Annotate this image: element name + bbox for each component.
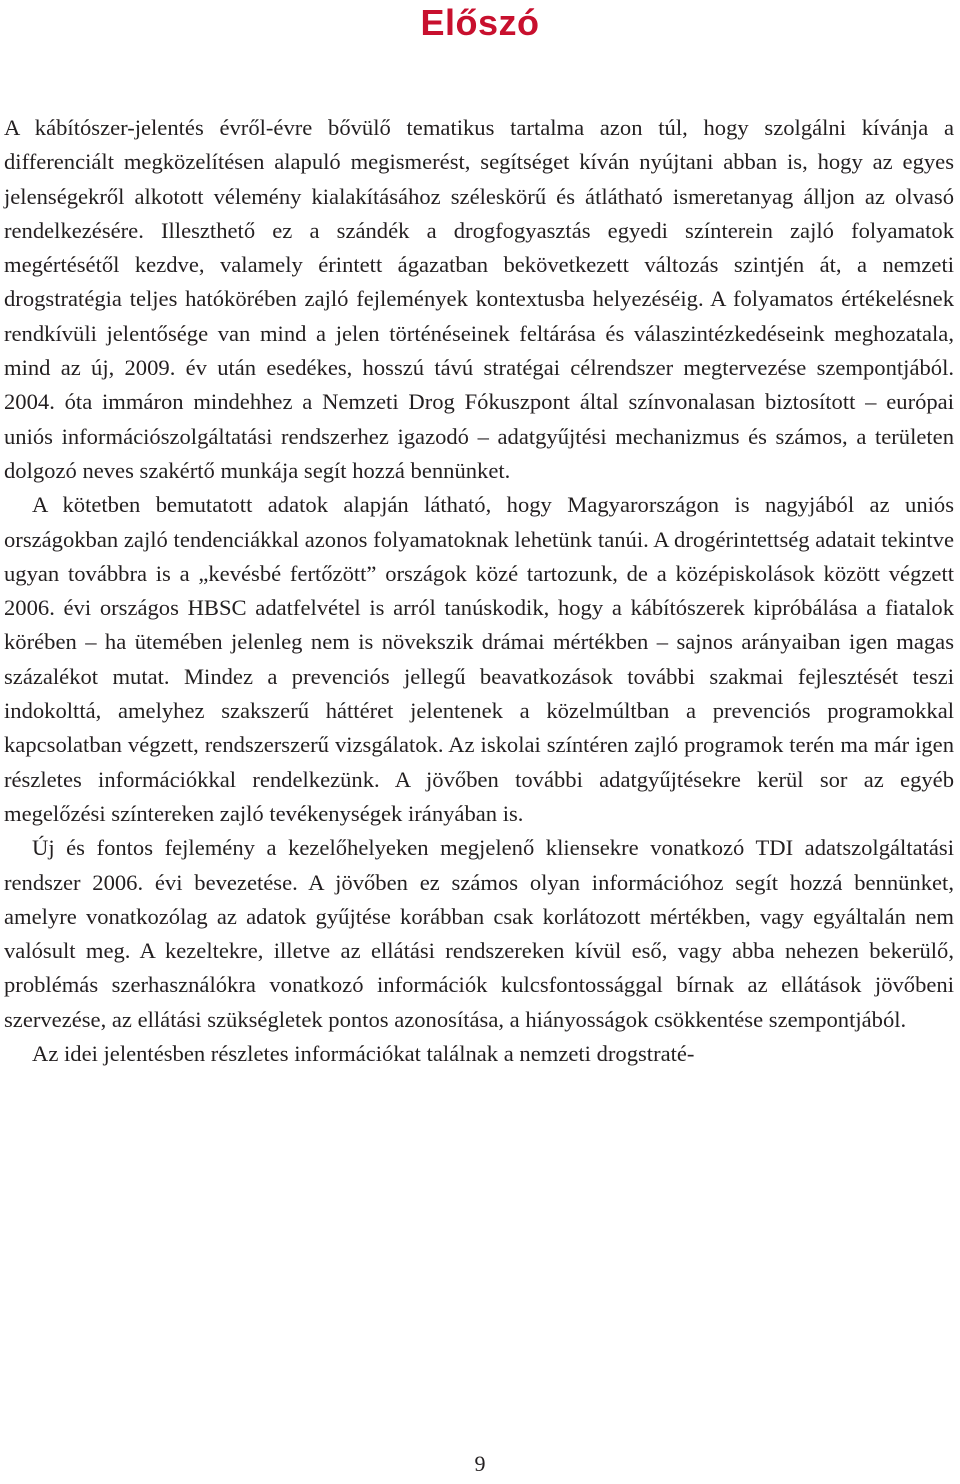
paragraph-intro: A kábítószer-jelentés évről-évre bővülő tematikus tartalma azon túl, hogy szolgálni kívánja a differenciált megközelítésen alapuló megismerést, segítséget kíván nyújtani abban is, hogy az egyes jelenségekről alkotott vélemény kialakításához széleskörű és átlátható ismeretanyag álljon az olvasó rendelkezésére. Illeszthető ez a szándék a drogfogyasztás egyedi színterein zajló folyamatok megértésétől kezdve, valamely érintett ágazatban bekövetkezett változás szintjén át, a nemzeti drogstratégia teljes hatókörében zajló fejlemények kontextusba helyezéséig. A folyamatos értékelésnek rendkívüli jelentősége van mind a jelen történéseinek feltárása és válaszintézkedéseink meghozatala, mind az új, 2009. év után esedékes, hosszú távú stratégai célrendszer megtervezése szempontjából. 2004. óta immáron mindehhez a Nemzeti Drog Fókuszpont által színvonalasan biztosított – európai uniós információszolgáltatási rendszerhez igazodó – adatgyűjtési mechanizmus és számos, a területen dolgozó neves szakértő munkája segít hozzá bennünket. [4, 115, 954, 483]
page-number: 9 [474, 1451, 486, 1476]
paragraph-report: Az idei jelentésben részletes információkat találnak a nemzeti drogstraté- [32, 1041, 695, 1067]
page-title: Előszó [420, 2, 540, 43]
document-body [4, 111, 954, 1071]
paragraph-trends: A kötetben bemutatott adatok alapján látható, hogy Magyarországon is nagyjából az uniós országokban zajló tendenciákkal azonos folyamatoknak lehetünk tanúi. A drogérintettség adatait tekintve ugyan továbbra is a „kevésbé fertőzött” országok közé tartozunk, de a középiskolások között végzett 2006. évi országos HBSC adatfelvétel is arról tanúskodik, hogy a kábítószerek kipróbálása a fiatalok körében – ha ütemében jelenleg nem is növekszik drámai mértékben – sajnos arányaiban igen magas százalékot mutat. Mindez a prevenciós jellegű beavatkozások további szakmai fejlesztését teszi indokolttá, amelyhez szakszerű háttéret jelentenek a közelmúltban a prevenciós programokkal kapcsolatban végzett, rendszerszerű vizsgálatok. Az iskolai színtéren zajló programok terén ma már igen részletes információkkal rendelkezünk. A jövőben további adatgyűjtésekre kerül sor az egyéb megelőzési színtereken zajló tevékenységek irányában is. [4, 492, 954, 826]
paragraph-tdi: Új és fontos fejlemény a kezelőhelyeken megjelenő kliensekre vonatkozó TDI adatszolgáltatási rendszer 2006. évi bevezetése. A jövőben ez számos olyan információhoz segít hozzá bennünket, amelyre vonatkozólag az adatok gyűjtése korábban csak korlátozott mértékben, vagy egyáltalán nem valósult meg. A kezeltekre, illetve az ellátási rendszereken kívül eső, vagy abba nehezen bekerülő, problémás szerhasználókra vonatkozó információk kulcsfontossággal bírnak az ellátások jövőbeni szervezése, az ellátási szükségletek pontos azonosítása, a hiányosságok csökkentése szempontjából. [4, 835, 954, 1032]
